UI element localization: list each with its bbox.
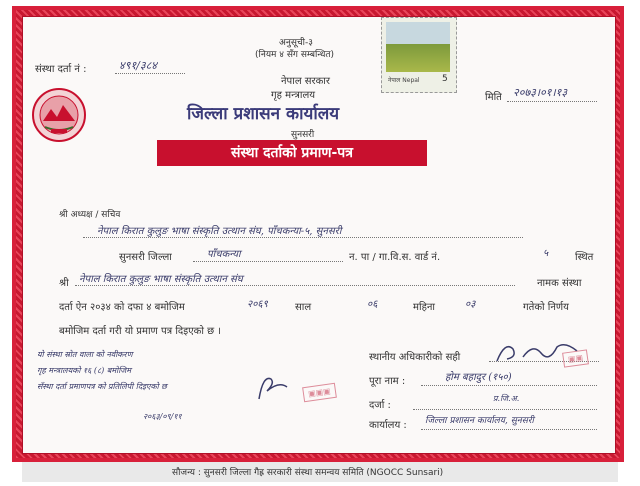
official-rank: प्र.जि.अ. xyxy=(493,394,520,403)
note-date: २०६३/०९/११ xyxy=(143,412,182,421)
official-name: होम बहादुर (१५०) xyxy=(445,372,512,383)
act-text: दर्ता ऐन २०३४ को दफा ४ बमोजिम xyxy=(59,302,185,313)
annex-label: अनुसूची-३ xyxy=(279,38,313,48)
name-label: पूरा नाम : xyxy=(369,376,406,387)
year-label: साल xyxy=(295,302,312,313)
signature-label: स्थानीय अधिकारीको सही xyxy=(369,352,461,363)
org-underline xyxy=(75,285,515,286)
month-label: महिना xyxy=(413,302,436,313)
office-title: जिल्ला प्रशासन कार्यालय xyxy=(187,104,340,124)
ward-label: न. पा / गा.वि.स. वार्ड नं. xyxy=(349,252,441,263)
stamp-country: नेपाल Nepal xyxy=(388,77,420,84)
registration-label: संस्था दर्ता नं : xyxy=(35,64,87,75)
addressee-underline xyxy=(83,237,523,238)
stamp-value: 5 xyxy=(442,74,448,84)
rank-underline xyxy=(413,409,597,410)
red-office-stamp: ▣▣▣ xyxy=(302,383,336,402)
addressee-label: श्री अध्यक्ष / सचिव xyxy=(59,210,121,220)
addressee-name: नेपाल किरात कुलुङ भाषा संस्कृति उत्थान संघ, पाँचकन्या-५, सुनसरी xyxy=(97,226,342,237)
note-line-3: सँस्था दर्ता प्रमाणपत्र को प्रतिलिपी दिइएको छ xyxy=(37,382,167,391)
organization-name: नेपाल किरात कुलुङ भाषा संस्कृति उत्थान संघ xyxy=(79,274,243,285)
rule-reference: (नियम ४ सँग सम्बन्धित) xyxy=(255,50,335,60)
name-underline xyxy=(421,385,597,386)
day-label: गतेको निर्णय xyxy=(523,302,569,313)
date-value: २०७३।०१।१३ xyxy=(513,86,568,99)
office-underline xyxy=(421,429,597,430)
note-signature-icon xyxy=(253,369,293,405)
org-prefix: श्री xyxy=(59,278,69,289)
district-name-label: सुनसरी जिल्ला xyxy=(119,252,172,263)
registration-number: ४९१/३८४ xyxy=(119,59,158,72)
government-label: नेपाल सरकार xyxy=(281,76,330,87)
org-suffix: नामक संस्था xyxy=(537,278,582,289)
municipality-value: पाँचकन्या xyxy=(207,249,241,260)
note-line-1: यो संस्था स्रोत वाला को नवीकरण xyxy=(37,350,133,359)
year-value: २०६९ xyxy=(247,299,268,310)
office-label: कार्यालय : xyxy=(369,420,407,431)
date-label: मिति xyxy=(485,92,502,103)
footer-banner xyxy=(22,462,618,482)
closing-text: बमोजिम दर्ता गरी यो प्रमाण पत्र दिइएको छ । xyxy=(59,326,222,337)
located-label: स्थित xyxy=(575,252,594,263)
postage-stamp xyxy=(381,17,457,93)
month-value: ०६ xyxy=(367,299,378,310)
nepal-emblem-icon xyxy=(31,87,87,143)
certificate-title: संस्था दर्ताको प्रमाण-पत्र xyxy=(157,140,427,166)
footer-text: सौजन्य : सुनसरी जिल्ला गैह्र सरकारी संस्था समन्वय समिति (NGOCC Sunsari) xyxy=(172,468,444,478)
certificate-paper xyxy=(22,16,616,454)
official-red-stamp: ▣▣ xyxy=(562,349,589,367)
stamp-field xyxy=(386,44,450,72)
registration-underline xyxy=(115,73,185,74)
district-label: सुनसरी xyxy=(291,130,315,140)
day-value: ०३ xyxy=(465,299,476,310)
municipality-underline xyxy=(193,261,343,262)
ministry-label: गृह मन्त्रालय xyxy=(271,90,316,101)
rank-label: दर्जा : xyxy=(369,400,391,411)
official-office: जिल्ला प्रशासन कार्यालय, सुनसरी xyxy=(425,416,534,426)
note-line-2: गृह मन्त्रालयको १६ (८) बमोजिम xyxy=(37,366,132,375)
ward-number: ५ xyxy=(543,248,549,259)
date-underline xyxy=(507,101,597,102)
stamp-sky xyxy=(386,22,450,44)
